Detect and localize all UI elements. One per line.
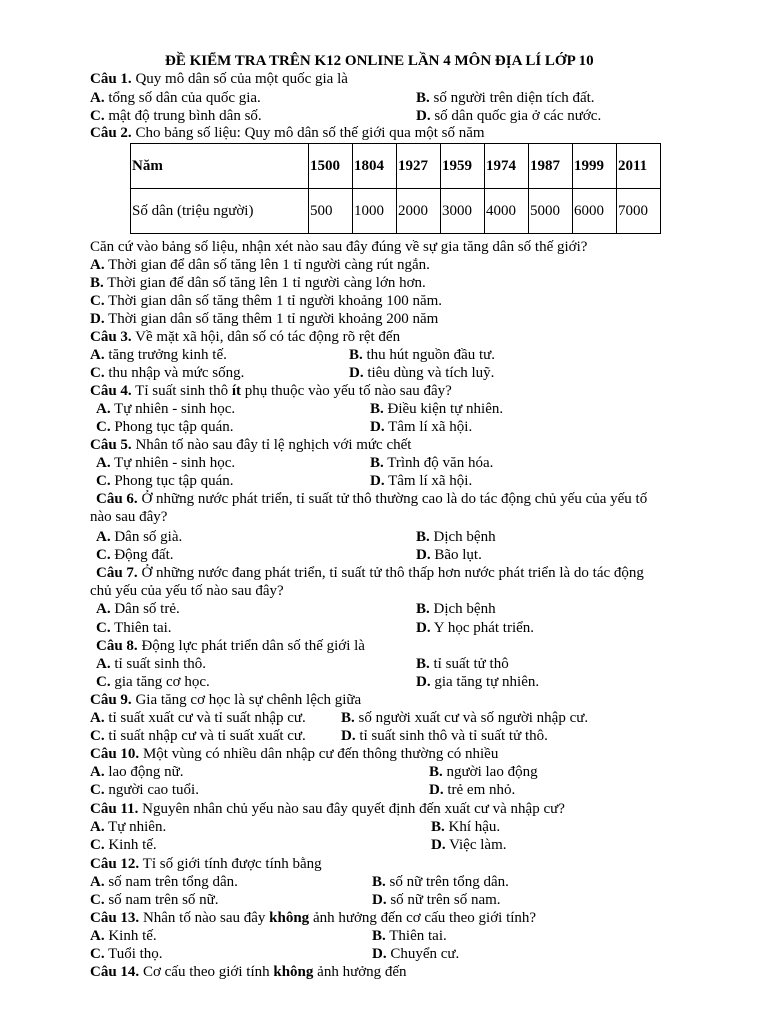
q1-option-b: B. số người trên diện tích đất. <box>416 90 595 106</box>
table-cell: 1000 <box>353 189 397 234</box>
q5-option-b: B. Trình độ văn hóa. <box>370 455 494 471</box>
question-11: Câu 11. Nguyên nhân chủ yếu nào sau đây quyết định đến xuất cư và nhập cư? <box>90 801 565 817</box>
table-cell: 1927 <box>397 144 441 189</box>
q10-option-b: B. người lao động <box>429 764 538 780</box>
q6-option-c: C. Động đất. <box>96 547 174 563</box>
table-cell: 500 <box>309 189 353 234</box>
question-2-prompt: Căn cứ vào bảng số liệu, nhận xét nào sau đây đúng về sự gia tăng dân số thế giới? <box>90 239 588 255</box>
question-3: Câu 3. Về mặt xã hội, dân số có tác động rõ rệt đến <box>90 329 401 345</box>
table-cell: 1987 <box>529 144 573 189</box>
q3-option-c: C. thu nhập và mức sống. <box>90 365 245 381</box>
table-cell: 6000 <box>573 189 617 234</box>
table-header-row <box>131 144 661 189</box>
q9-option-c: C. tỉ suất nhập cư và tỉ suất xuất cư. <box>90 728 306 744</box>
q2-option-b: B. Thời gian để dân số tăng lên 1 tỉ người càng lớn hơn. <box>90 275 426 291</box>
q7-option-c: C. Thiên tai. <box>96 620 172 636</box>
question-10: Câu 10. Một vùng có nhiều dân nhập cư đến thông thường có nhiều <box>90 746 499 762</box>
q10-option-a: A. lao động nữ. <box>90 764 184 780</box>
q13-option-a: A. Kinh tế. <box>90 928 157 944</box>
table-cell: 1959 <box>441 144 485 189</box>
q4-option-b: B. Điều kiện tự nhiên. <box>370 401 504 417</box>
question-6-cont: nào sau đây? <box>90 509 168 525</box>
question-5: Câu 5. Nhân tố nào sau đây tỉ lệ nghịch với mức chết <box>90 437 412 453</box>
q12-option-b: B. số nữ trên tổng dân. <box>372 874 509 890</box>
question-12: Câu 12. Tỉ số giới tính được tính bằng <box>90 856 322 872</box>
question-13: Câu 13. Nhân tố nào sau đây không ảnh hưởng đến cơ cấu theo giới tính? <box>90 910 537 926</box>
q5-option-c: C. Phong tục tập quán. <box>96 473 234 489</box>
table-cell: 1974 <box>485 144 529 189</box>
table-cell: 1804 <box>353 144 397 189</box>
q10-option-c: C. người cao tuổi. <box>90 782 199 798</box>
question-9: Câu 9. Gia tăng cơ học là sự chênh lệch giữa <box>90 692 362 708</box>
q8-option-a: A. tỉ suất sinh thô. <box>96 656 207 672</box>
question-7: Câu 7. Ở những nước đang phát triển, tỉ suất tử thô thấp hơn nước phát triển là do tác động <box>96 565 644 581</box>
question-8: Câu 8. Động lực phát triển dân số thế giới là <box>96 638 365 654</box>
table-cell: 4000 <box>485 189 529 234</box>
q12-option-d: D. số nữ trên số nam. <box>372 892 501 908</box>
q11-option-d: D. Việc làm. <box>431 837 507 853</box>
table-row <box>131 189 661 234</box>
q13-option-c: C. Tuổi thọ. <box>90 946 163 962</box>
q10-option-d: D. trẻ em nhỏ. <box>429 782 516 798</box>
table-cell: 5000 <box>529 189 573 234</box>
q12-option-c: C. số nam trên số nữ. <box>90 892 219 908</box>
table-cell: 3000 <box>441 189 485 234</box>
q6-option-b: B. Dịch bệnh <box>416 529 496 545</box>
q13-option-b: B. Thiên tai. <box>372 928 447 944</box>
q4-option-a: A. Tự nhiên - sinh học. <box>96 401 236 417</box>
q5-option-a: A. Tự nhiên - sinh học. <box>96 455 236 471</box>
population-table <box>130 143 661 234</box>
q12-option-a: A. số nam trên tổng dân. <box>90 874 238 890</box>
q5-option-d: D. Tâm lí xã hội. <box>370 473 473 489</box>
q2-option-c: C. Thời gian dân số tăng thêm 1 tỉ người khoảng 100 năm. <box>90 293 443 309</box>
question-7-cont: chủ yếu của yếu tố nào sau đây? <box>90 583 284 599</box>
q1-option-c: C. mật độ trung bình dân số. <box>90 108 262 124</box>
q8-option-d: D. gia tăng tự nhiên. <box>416 674 540 690</box>
question-2: Câu 2. Cho bảng số liệu: Quy mô dân số thế giới qua một số năm <box>90 125 485 141</box>
table-cell: Số dân (triệu người) <box>131 189 309 234</box>
q9-option-d: D. tỉ suất sinh thô và tỉ suất tử thô. <box>341 728 548 744</box>
question-14: Câu 14. Cơ cấu theo giới tính không ảnh hưởng đến <box>90 964 407 980</box>
q8-option-b: B. tỉ suất tử thô <box>416 656 509 672</box>
table-cell: 7000 <box>617 189 661 234</box>
q4-option-d: D. Tâm lí xã hội. <box>370 419 473 435</box>
q3-option-b: B. thu hút nguồn đầu tư. <box>349 347 496 363</box>
q11-option-a: A. Tự nhiên. <box>90 819 167 835</box>
question-1: Câu 1. Quy mô dân số của một quốc gia là <box>90 71 348 87</box>
table-cell: Năm <box>131 144 309 189</box>
q6-option-a: A. Dân số già. <box>96 529 183 545</box>
question-6: Câu 6. Ở những nước phát triển, tỉ suất tử thô thường cao là do tác động chủ yếu của yếu tố <box>96 491 648 507</box>
q3-option-a: A. tăng trưởng kinh tế. <box>90 347 227 363</box>
q9-option-b: B. số người xuất cư và số người nhập cư. <box>341 710 589 726</box>
q7-option-a: A. Dân số trẻ. <box>96 601 180 617</box>
q1-option-d: D. số dân quốc gia ở các nước. <box>416 108 602 124</box>
q1-option-a: A. tổng số dân của quốc gia. <box>90 90 261 106</box>
table-cell: 1500 <box>309 144 353 189</box>
q2-option-d: D. Thời gian dân số tăng thêm 1 tỉ người khoảng 200 năm <box>90 311 439 327</box>
q2-option-a: A. Thời gian để dân số tăng lên 1 tỉ người càng rút ngắn. <box>90 257 430 273</box>
q11-option-b: B. Khí hậu. <box>431 819 501 835</box>
exam-title: ĐỀ KIỂM TRA TRÊN K12 ONLINE LẦN 4 MÔN ĐỊA LÍ LỚP 10 <box>165 53 594 69</box>
q7-option-b: B. Dịch bệnh <box>416 601 496 617</box>
q6-option-d: D. Bão lụt. <box>416 547 482 563</box>
q13-option-d: D. Chuyển cư. <box>372 946 460 962</box>
q11-option-c: C. Kinh tế. <box>90 837 157 853</box>
q8-option-c: C. gia tăng cơ học. <box>96 674 210 690</box>
q4-option-c: C. Phong tục tập quán. <box>96 419 234 435</box>
q7-option-d: D. Y học phát triển. <box>416 620 535 636</box>
table-cell: 1999 <box>573 144 617 189</box>
table-cell: 2011 <box>617 144 661 189</box>
table-cell: 2000 <box>397 189 441 234</box>
q3-option-d: D. tiêu dùng và tích luỹ. <box>349 365 495 381</box>
question-4: Câu 4. Tỉ suất sinh thô ít phụ thuộc vào yếu tố nào sau đây? <box>90 383 452 399</box>
q9-option-a: A. tỉ suất xuất cư và tỉ suất nhập cư. <box>90 710 306 726</box>
